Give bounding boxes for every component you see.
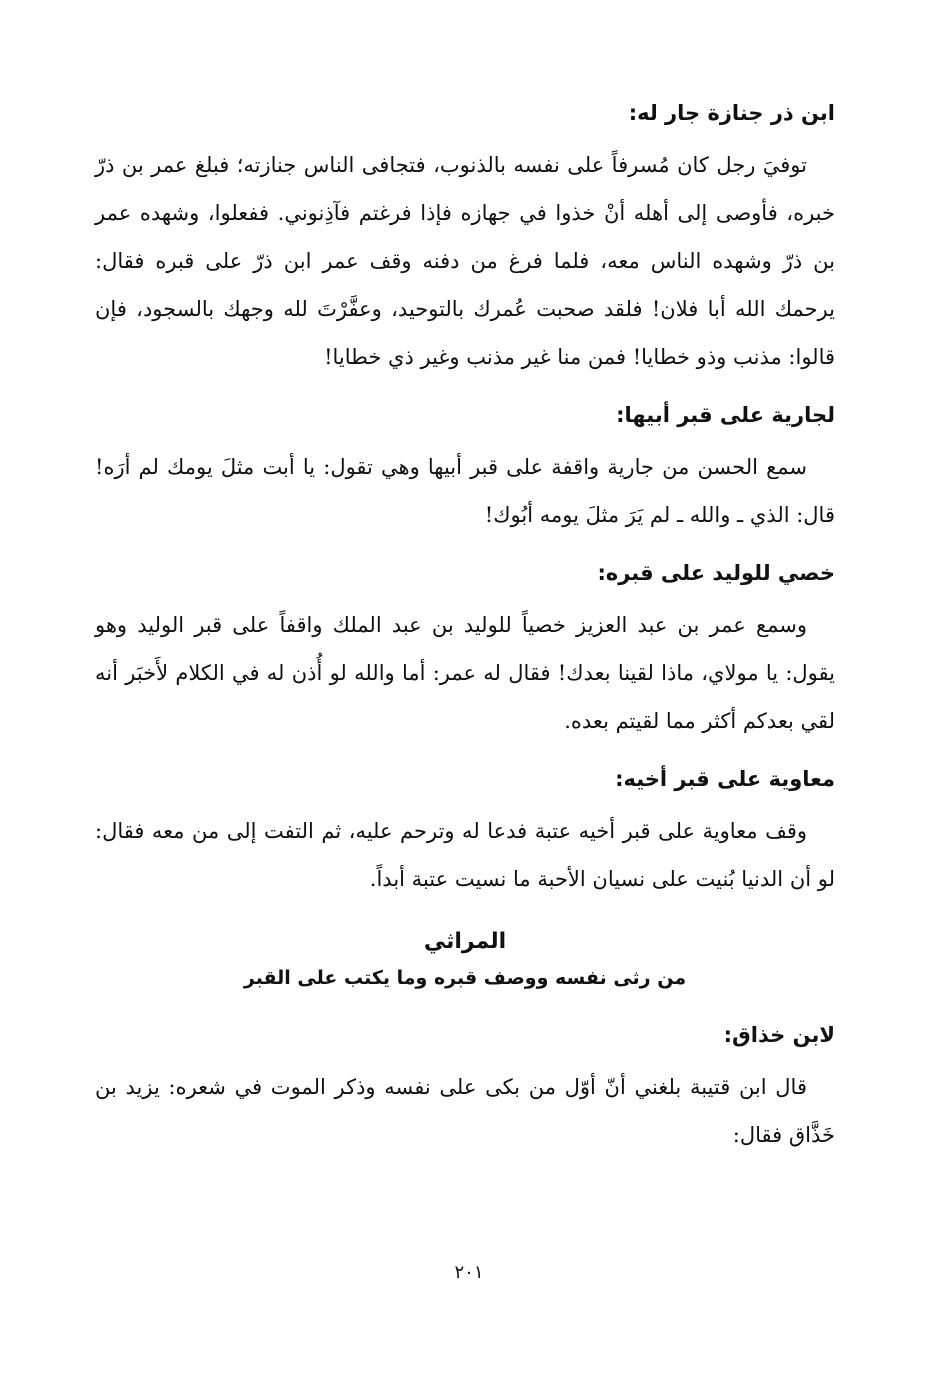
section-heading: لابن خذاق: [723, 1023, 835, 1047]
section-heading: لجارية على قبر أبيها: [616, 403, 835, 427]
section-muawiya-brother [95, 761, 835, 903]
section-paragraph: قال ابن قتيبة بلغني أنّ أوّل من بكى على نفسه وذكر الموت في شعره: يزيد بن خَذَّاق فقال: [95, 1075, 835, 1147]
section-paragraph: وسمع عمر بن عبد العزيز خصياً للوليد بن عبد الملك واقفاً على قبر الوليد وهو يقول: يا مولاي، ماذا لقينا بعدك! فقال له عمر: أما والله لو أُذن له في الكلام لأَخبَر أنه لقي بعدكم أكثر مما لقيتم بعده. [95, 613, 835, 733]
page-number: ٢٠١ [454, 1262, 484, 1283]
section-heading: ابن ذر جنازة جار له: [628, 101, 835, 125]
section-heading: معاوية على قبر أخيه: [615, 767, 835, 791]
section-girl-father-grave [95, 397, 835, 539]
section-paragraph: وقف معاوية على قبر أخيه عتبة فدعا له وترحم عليه، ثم التفت إلى من معه فقال: لو أن الدنيا بُنيت على نسيان الأحبة ما نسيت عتبة أبداً. [95, 819, 835, 891]
chapter-subtitle: من رثى نفسه ووصف قبره وما يكتب على القبر [243, 967, 687, 989]
chapter-title: المراثي [423, 929, 507, 954]
section-paragraph: سمع الحسن من جارية واقفة على قبر أبيها وهي تقول: يا أبت مثلَ يومك لم أرَه! قال: الذي ـ والله ـ لم يَرَ مثلَ يومه أبُوك! [95, 455, 835, 527]
section-ibn-dharr [95, 95, 835, 381]
section-eunuch-walid [95, 555, 835, 745]
section-heading: خصي للوليد على قبره: [597, 561, 835, 585]
page-content [95, 95, 835, 1175]
section-ibn-khadhdhaq [95, 1017, 835, 1159]
section-paragraph: توفيَ رجل كان مُسرفاً على نفسه بالذنوب، فتجافى الناس جنازته؛ فبلغ عمر بن ذرّ خبره، فأوصى إلى أهله أنْ خذوا في جهازه فإذا فرغتم فآذِنوني. ففعلوا، وشهده عمر بن ذرّ وشهده الناس معه، فلما فرغ من دفنه وقف عمر ابن ذرّ على قبره فقال: يرحمك الله أبا فلان! فلقد صحبت عُمرك بالتوحيد، وعفَّرْتَ لله وجهك بالسجود، فإن قالوا: مذنب وذو خطايا! فمن منا غير مذنب وغير ذي خطايا! [95, 153, 835, 369]
